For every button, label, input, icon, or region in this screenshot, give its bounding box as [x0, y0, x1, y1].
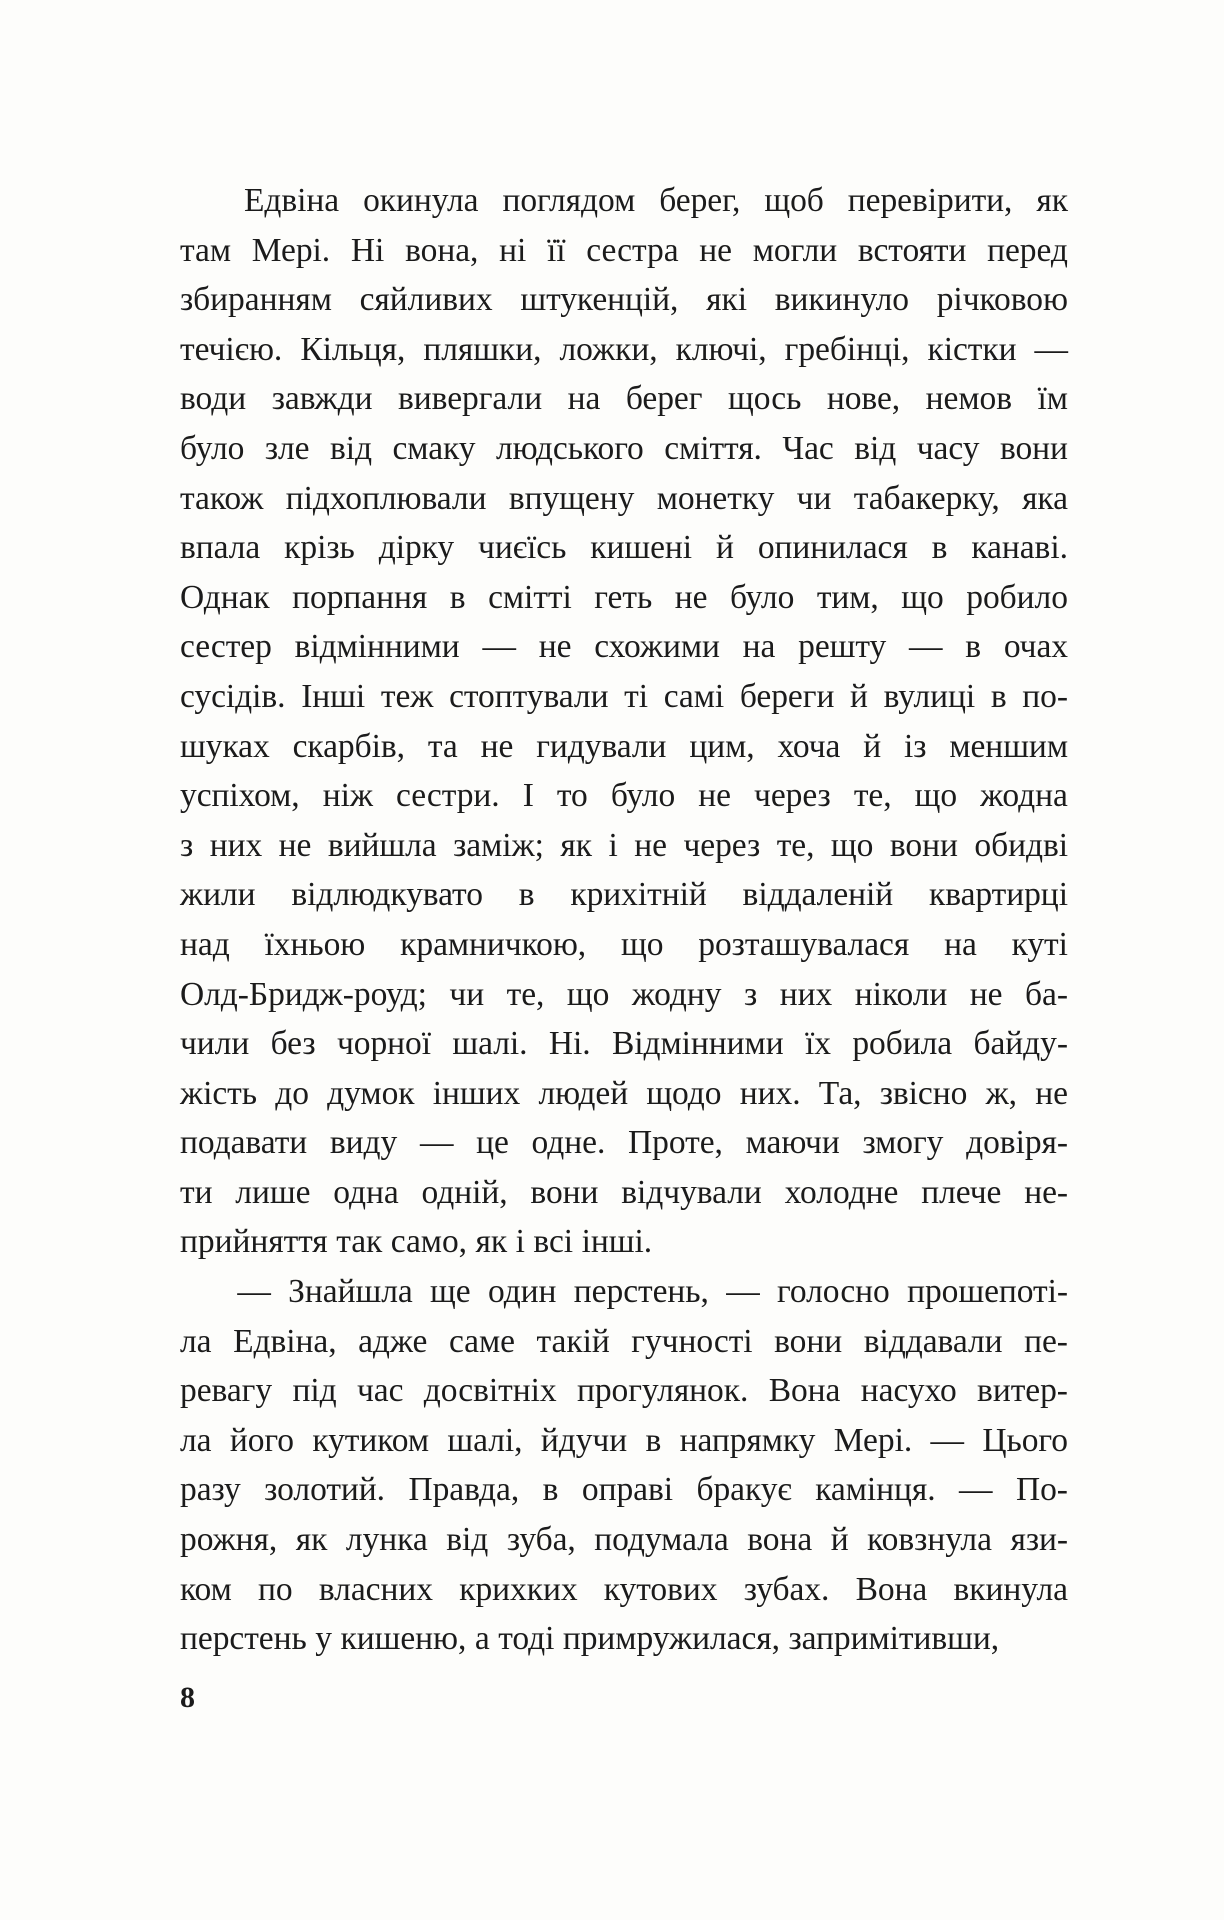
line-text: перстень у кишеню, а тоді примружилася, запримітивши,	[180, 1620, 1000, 1658]
word: Час	[782, 429, 834, 467]
word: в	[965, 628, 982, 666]
word: їхньою	[264, 925, 366, 963]
word: Ні.	[548, 1025, 591, 1063]
text-line	[180, 771, 1068, 821]
word: одній,	[421, 1173, 508, 1211]
word: їм	[1037, 380, 1068, 418]
word: Мері.	[833, 1421, 913, 1459]
word: вона	[747, 1521, 813, 1559]
word: в	[645, 1421, 662, 1459]
word: вийшла	[327, 826, 437, 864]
word: окинула	[363, 182, 479, 219]
word: які	[706, 281, 747, 319]
word: Відмінними	[611, 1025, 784, 1063]
word: не	[634, 826, 667, 864]
paragraph-indent	[180, 1267, 220, 1317]
word: сусідів.	[180, 677, 286, 715]
word: вони	[774, 1322, 843, 1360]
text-line	[180, 722, 1068, 772]
word: що	[901, 578, 944, 616]
paragraph	[180, 176, 1068, 1267]
word: геть	[594, 578, 653, 616]
word: її	[547, 231, 566, 269]
word: гребінці,	[784, 330, 910, 368]
word: вкинула	[953, 1570, 1068, 1608]
word: ні	[499, 231, 527, 269]
word: табакерку,	[853, 479, 1000, 517]
word: те,	[506, 975, 545, 1013]
word: в	[542, 1471, 559, 1509]
word: що	[620, 925, 664, 963]
word: те,	[776, 826, 815, 864]
word: не	[969, 975, 1003, 1013]
word: кутиком	[312, 1421, 430, 1459]
word: шалі.	[452, 1025, 528, 1063]
text-line	[180, 275, 1068, 325]
word: берег	[625, 380, 703, 418]
word: Едвіна,	[233, 1322, 337, 1360]
word: смітті	[488, 578, 572, 616]
word: що	[566, 975, 610, 1013]
word: яка	[1022, 479, 1068, 517]
word: в	[449, 578, 466, 616]
word: цим,	[689, 727, 755, 765]
word: людей	[538, 1074, 629, 1112]
word: як	[1036, 182, 1068, 219]
word: робило	[966, 578, 1068, 616]
word: ще	[430, 1273, 471, 1311]
word: не	[699, 231, 732, 269]
word: байду-	[973, 1025, 1068, 1063]
word: вони	[889, 826, 958, 864]
word: порпання	[292, 578, 428, 616]
word: Ні	[350, 231, 385, 269]
word: часу	[916, 429, 980, 467]
word: вивергали	[398, 380, 543, 418]
word: золотий.	[264, 1471, 385, 1509]
text-line	[180, 523, 1068, 573]
word: не	[1035, 1074, 1068, 1112]
text-line	[180, 374, 1068, 424]
word: ключі,	[675, 330, 767, 368]
word: перевірити,	[847, 182, 1013, 219]
word: вона,	[405, 231, 479, 269]
word: відлюдкувато	[291, 876, 483, 914]
word: на	[944, 925, 977, 963]
word: час	[356, 1372, 404, 1410]
word: крамничкою,	[400, 925, 587, 963]
word: Однак	[180, 578, 270, 616]
word: через	[754, 777, 831, 815]
word: було	[729, 578, 795, 616]
word: подавати	[180, 1124, 308, 1162]
word: без	[270, 1025, 316, 1063]
text-line	[180, 821, 1068, 871]
word: чорної	[336, 1025, 431, 1063]
word: перстень,	[573, 1273, 709, 1311]
word: зубах.	[743, 1570, 830, 1608]
word: щоб	[764, 182, 824, 219]
word: й	[716, 529, 734, 567]
word: подумала	[594, 1521, 729, 1559]
word: виду	[329, 1124, 398, 1162]
word: меншим	[949, 727, 1068, 765]
word: опинилася	[757, 529, 908, 567]
word: береги	[739, 677, 835, 715]
word: —	[959, 1471, 993, 1509]
word: сестри.	[396, 777, 500, 815]
text-line	[180, 226, 1068, 276]
word: голосно	[777, 1273, 890, 1311]
word: куті	[1011, 925, 1068, 963]
word: та	[427, 727, 458, 765]
word: саме	[448, 1322, 515, 1360]
word: Правда,	[408, 1471, 520, 1509]
word: то	[556, 777, 588, 815]
word: самі	[663, 677, 725, 715]
word: ж,	[985, 1074, 1017, 1112]
paragraph	[180, 1267, 1068, 1664]
word: не-	[1024, 1173, 1068, 1211]
word: й	[863, 727, 882, 765]
word: було	[180, 429, 245, 467]
text-line	[180, 474, 1068, 524]
word: схожими	[594, 628, 720, 666]
word: витер-	[977, 1372, 1068, 1410]
word: розташувалася	[698, 925, 910, 963]
word: від	[446, 1521, 489, 1559]
word: камінця.	[815, 1471, 936, 1509]
word: лише	[235, 1173, 311, 1211]
page-number: 8	[180, 1681, 195, 1714]
word: не	[278, 826, 312, 864]
word: них	[209, 826, 263, 864]
word: —	[930, 1421, 964, 1459]
word: досвітніх	[423, 1372, 557, 1410]
text-line	[180, 424, 1068, 474]
word: також	[180, 479, 264, 517]
word: заміж;	[453, 826, 544, 864]
word: маючи	[745, 1124, 840, 1162]
word: робила	[852, 1025, 953, 1063]
word: Інші	[301, 677, 366, 715]
word: сяйливих	[359, 281, 493, 319]
word: із	[904, 727, 927, 765]
text-line	[180, 1416, 1068, 1466]
word: було	[610, 777, 676, 815]
text-line	[180, 920, 1068, 970]
word: —	[419, 1124, 454, 1162]
word: як	[560, 826, 592, 864]
word: Вона	[855, 1570, 928, 1608]
word: ніколи	[854, 975, 948, 1013]
word: жодну	[631, 975, 722, 1013]
word: над	[180, 925, 230, 963]
word: прошепоті-	[907, 1273, 1068, 1311]
text-line	[180, 176, 1068, 226]
word: там	[180, 231, 231, 269]
word: Мері.	[251, 231, 331, 269]
text-line	[180, 1168, 1068, 1218]
word: думок	[327, 1074, 415, 1112]
word: зле	[264, 429, 310, 467]
word: ла	[180, 1322, 212, 1360]
word: вулиці	[883, 677, 976, 715]
text-line	[180, 1317, 1068, 1367]
word: крихких	[459, 1570, 578, 1608]
word: чи	[449, 975, 485, 1013]
word: не	[698, 777, 731, 815]
word: тим,	[816, 578, 879, 616]
word: його	[229, 1421, 294, 1459]
word: підхоплювали	[285, 479, 487, 517]
word: жодна	[980, 777, 1068, 815]
text-line	[180, 1515, 1068, 1565]
word: плече	[921, 1173, 1002, 1211]
word: смаку	[392, 429, 476, 467]
text-line	[180, 1267, 1068, 1317]
word: —	[237, 1273, 271, 1311]
word: Вона	[768, 1372, 841, 1410]
text-line	[180, 1019, 1068, 1069]
word: це	[476, 1124, 509, 1162]
text-line	[180, 573, 1068, 623]
word: язи-	[1010, 1521, 1068, 1559]
word: зуба,	[506, 1521, 576, 1559]
word: від	[329, 429, 372, 467]
word: завжди	[271, 380, 373, 418]
word: і	[608, 826, 618, 864]
word: —	[909, 628, 943, 666]
word: ба-	[1025, 975, 1068, 1013]
word: оправі	[581, 1471, 673, 1509]
word: не	[480, 727, 514, 765]
word: віддаленій	[742, 876, 894, 914]
word: ти	[180, 1173, 213, 1211]
word: напрямку	[679, 1421, 816, 1459]
word: й	[850, 677, 868, 715]
word: хоча	[777, 727, 841, 765]
word: обидві	[974, 826, 1068, 864]
text-line	[180, 1069, 1068, 1119]
word: холодне	[784, 1173, 899, 1211]
word: ложки,	[559, 330, 658, 368]
word: в	[518, 876, 535, 914]
word: ком	[180, 1570, 232, 1608]
word: поглядом	[502, 182, 636, 219]
word: річковою	[936, 281, 1068, 319]
word: —	[726, 1273, 760, 1311]
text-line	[180, 1366, 1068, 1416]
word: гидували	[536, 727, 667, 765]
word: вони	[530, 1173, 599, 1211]
word: впала	[180, 529, 261, 567]
word: насухо	[860, 1372, 957, 1410]
word: очах	[1003, 628, 1068, 666]
word: По-	[1015, 1471, 1068, 1509]
word: відмінними	[294, 628, 460, 666]
word: людського	[495, 429, 644, 467]
word: ті	[624, 677, 649, 715]
word: на	[567, 380, 601, 418]
word: квартирці	[929, 876, 1068, 914]
word: скарбів,	[292, 727, 405, 765]
word: одна	[333, 1173, 399, 1211]
text-line	[180, 622, 1068, 672]
word: Олд-Бридж-роуд;	[180, 975, 427, 1013]
word: кутових	[603, 1570, 718, 1608]
word: чи	[796, 479, 832, 517]
word: Проте,	[628, 1124, 723, 1162]
word: дірку	[378, 529, 455, 567]
word: крихітній	[570, 876, 707, 914]
word: пляшки,	[423, 330, 542, 368]
word: немов	[925, 380, 1012, 418]
word: Та,	[818, 1074, 862, 1112]
word: нове,	[826, 380, 901, 418]
paragraph-indent	[180, 176, 220, 226]
word: відчували	[621, 1173, 762, 1211]
word: змогу	[862, 1124, 944, 1162]
word: прогулянок.	[576, 1372, 749, 1410]
word: бракує	[696, 1471, 792, 1509]
word: й	[830, 1521, 849, 1559]
word: через	[683, 826, 761, 864]
word: що	[914, 777, 958, 815]
text-line	[180, 325, 1068, 375]
text-line	[180, 1565, 1068, 1615]
line-text: прийняття так само, як і всі інші.	[180, 1223, 653, 1261]
word: канаві.	[971, 529, 1068, 567]
word: стоптували	[449, 677, 609, 715]
word: —	[1034, 330, 1068, 368]
word: води	[180, 380, 247, 418]
word: монетку	[656, 479, 775, 517]
text-column	[180, 176, 1068, 1664]
word: сестра	[586, 231, 679, 269]
word: берег,	[659, 182, 741, 219]
word: Цього	[982, 1421, 1068, 1459]
word: впущену	[508, 479, 635, 517]
word: перед	[987, 231, 1068, 269]
word: довіря-	[966, 1124, 1068, 1162]
word: йдучи	[540, 1421, 628, 1459]
word: пе-	[1024, 1322, 1068, 1360]
word: одне.	[531, 1124, 606, 1162]
word: Едвіна	[243, 182, 340, 219]
word: теж	[380, 677, 434, 715]
text-line	[180, 870, 1068, 920]
word: крізь	[284, 529, 355, 567]
word: до	[275, 1074, 309, 1112]
word: встояти	[857, 231, 967, 269]
text-line	[180, 1614, 1068, 1664]
word: решту	[798, 628, 887, 666]
word: гучності	[631, 1322, 753, 1360]
word: жили	[180, 876, 256, 914]
word: викинуло	[774, 281, 909, 319]
word: них.	[739, 1074, 801, 1112]
word: шуках	[180, 727, 270, 765]
text-line	[180, 1465, 1068, 1515]
word: успіхом,	[180, 777, 300, 815]
word: щось	[727, 380, 802, 418]
word: сміття.	[664, 429, 762, 467]
word: Кільця,	[300, 330, 406, 368]
text-line	[180, 672, 1068, 722]
word: рожня,	[180, 1521, 278, 1559]
word: —	[482, 628, 516, 666]
text-line	[180, 1118, 1068, 1168]
word: в	[990, 677, 1007, 715]
word: від	[854, 429, 897, 467]
word: їх	[804, 1025, 831, 1063]
word: І	[522, 777, 534, 815]
word: ніж	[322, 777, 373, 815]
word: жість	[180, 1074, 257, 1112]
word: власних	[318, 1570, 433, 1608]
word: з	[744, 975, 758, 1013]
word: те,	[853, 777, 892, 815]
word: такій	[536, 1322, 610, 1360]
word: не	[674, 578, 708, 616]
word: Знайшла	[288, 1273, 413, 1311]
word: разу	[180, 1471, 241, 1509]
word: звісно	[879, 1074, 968, 1112]
word: лунка	[345, 1521, 428, 1559]
word: віддавали	[863, 1322, 1003, 1360]
word: адже	[358, 1322, 428, 1360]
word: з	[180, 826, 194, 864]
word: шалі,	[447, 1421, 523, 1459]
word: щодо	[646, 1074, 722, 1112]
text-line	[180, 1217, 1068, 1267]
word: збиранням	[180, 281, 332, 319]
word: кишені	[590, 529, 693, 567]
word: по	[258, 1570, 293, 1608]
word: течією.	[180, 330, 283, 368]
word: інших	[432, 1074, 521, 1112]
word: них	[779, 975, 833, 1013]
word: ревагу	[180, 1372, 273, 1410]
word: на	[742, 628, 776, 666]
word: штукенцій,	[520, 281, 679, 319]
word: один	[487, 1273, 557, 1311]
word: не	[538, 628, 572, 666]
text-line	[180, 970, 1068, 1020]
word: кістки	[927, 330, 1017, 368]
word: могли	[752, 231, 838, 269]
word: сестер	[180, 628, 272, 666]
word: під	[292, 1372, 337, 1410]
word: як	[295, 1521, 328, 1559]
word: в	[931, 529, 948, 567]
word: чиєїсь	[478, 529, 567, 567]
word: вони	[999, 429, 1068, 467]
word: ковзнула	[867, 1521, 992, 1559]
word: чили	[180, 1025, 250, 1063]
word: по-	[1022, 677, 1068, 715]
word: що	[830, 826, 874, 864]
word: ла	[180, 1421, 212, 1459]
